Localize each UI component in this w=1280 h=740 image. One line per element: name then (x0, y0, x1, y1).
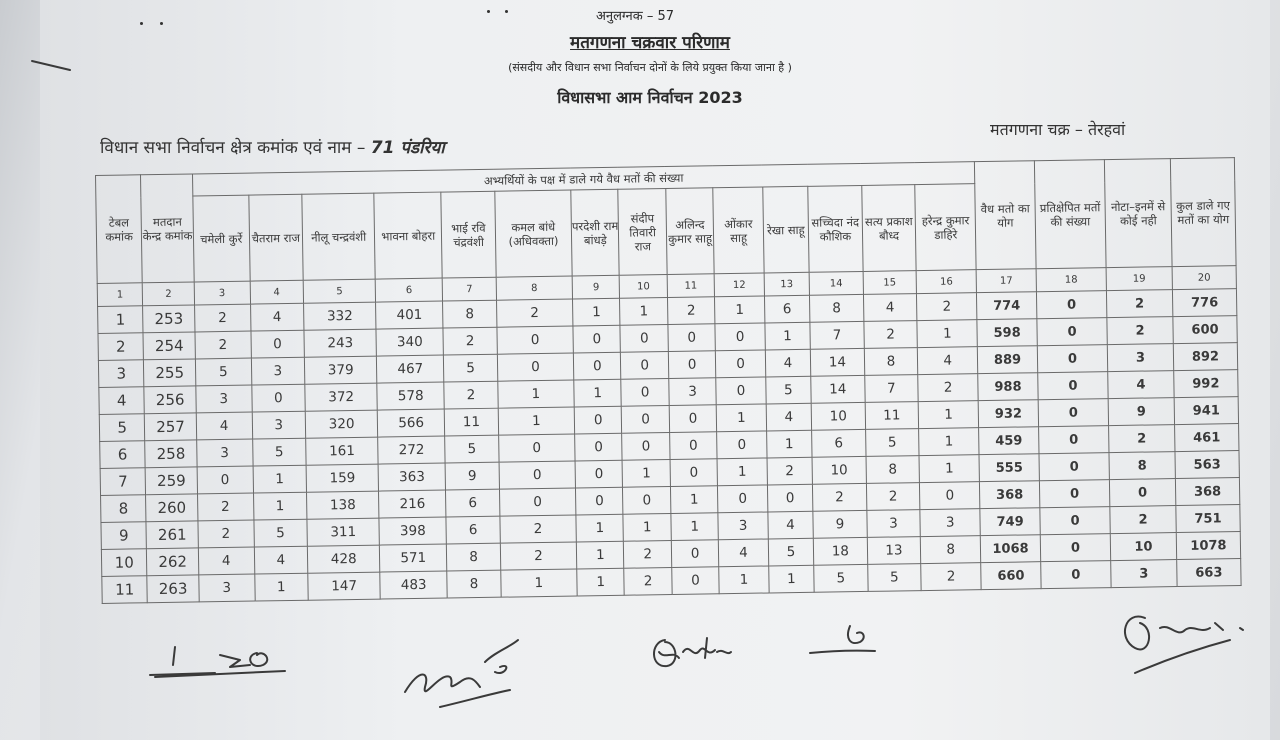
table-cell: 2 (194, 304, 250, 332)
table-cell: 216 (379, 490, 446, 518)
header-candidate-group: अभ्यर्थियों के पक्ष में डाले गये वैध मतों की संख्या (192, 162, 975, 196)
table-cell: 0 (251, 384, 305, 412)
table-cell: 0 (670, 459, 718, 487)
pen-mark (30, 55, 75, 75)
candidate-header: संदीप तिवारी राज (618, 189, 667, 276)
table-cell: 467 (377, 355, 444, 383)
column-number: 15 (863, 271, 917, 295)
table-cell: 2 (918, 374, 978, 402)
table-cell: 1 (765, 322, 811, 350)
table-cell: 0 (1109, 479, 1175, 507)
table-cell: 578 (377, 382, 444, 410)
candidate-header: हरेन्द्र कुमार डाहिरे (915, 184, 976, 271)
candidate-header: परदेशी राम बांधड़े (571, 189, 620, 276)
table-cell: 6 (446, 489, 500, 517)
table-cell: 0 (623, 487, 671, 515)
table-cell: 5 (195, 358, 251, 386)
table-cell: 0 (767, 484, 813, 512)
table-cell: 6 (446, 516, 500, 544)
table-cell: 5 (253, 519, 307, 547)
candidate-header: अलिन्द कुमार साहू (666, 188, 715, 275)
table-cell: 2 (624, 567, 672, 595)
table-cell: 253 (143, 305, 195, 333)
table-cell: 1 (918, 401, 978, 429)
header-polling-station: मतदान केन्द्र कमांक (141, 174, 194, 283)
table-cell: 0 (574, 406, 622, 434)
table-cell: 1 (623, 460, 671, 488)
table-cell: 260 (146, 494, 198, 522)
table-cell: 2 (813, 483, 867, 511)
table-cell: 563 (1175, 451, 1239, 479)
table-cell: 0 (575, 433, 623, 461)
table-cell: 263 (147, 575, 199, 603)
table-cell: 262 (147, 548, 199, 576)
table-cell: 0 (621, 379, 669, 407)
signature-3 (645, 630, 735, 675)
candidate-header: नीलू चन्द्रवंशी (302, 193, 375, 280)
table-cell: 379 (304, 356, 377, 384)
table-cell: 9 (813, 510, 867, 538)
table-cell: 243 (304, 329, 377, 357)
table-cell: 1 (768, 565, 814, 593)
table-cell: 1 (501, 569, 578, 597)
table-cell: 138 (307, 491, 380, 519)
signature-5 (1115, 598, 1255, 683)
table-cell: 9 (1108, 398, 1174, 426)
table-cell: 8 (443, 300, 497, 328)
table-cell: 1 (576, 541, 624, 569)
table-cell: 598 (977, 319, 1037, 347)
table-cell: 5 (768, 538, 814, 566)
column-number: 4 (250, 280, 304, 304)
table-cell: 0 (497, 326, 574, 354)
candidate-header: कमल बांधे (अधिवक्ता) (495, 190, 573, 277)
table-cell: 11 (102, 576, 148, 604)
table-cell: 0 (499, 461, 576, 489)
table-cell: 11 (444, 408, 498, 436)
table-cell: 774 (977, 292, 1037, 320)
table-cell: 2 (1110, 506, 1176, 534)
table-cell: 0 (1040, 534, 1110, 562)
table-cell: 363 (378, 463, 445, 491)
table-cell: 1 (576, 514, 624, 542)
table-cell: 0 (1038, 399, 1108, 427)
column-number: 5 (303, 279, 375, 303)
table-cell: 1 (498, 380, 575, 408)
table-cell: 11 (865, 402, 919, 430)
table-cell: 8 (864, 348, 918, 376)
table-cell: 0 (575, 460, 623, 488)
table-cell: 372 (305, 383, 378, 411)
table-cell: 0 (573, 352, 621, 380)
table-cell: 2 (500, 515, 577, 543)
table-cell: 256 (144, 386, 196, 414)
constituency-line (100, 135, 445, 158)
table-cell: 932 (978, 400, 1038, 428)
table-cell: 1 (715, 296, 765, 324)
table-cell: 4 (250, 303, 304, 331)
table-cell: 261 (146, 521, 198, 549)
table-cell: 0 (1039, 480, 1109, 508)
table-cell: 6 (764, 295, 810, 323)
column-number: 17 (976, 269, 1036, 293)
table-cell: 0 (621, 352, 669, 380)
table-cell: 1 (574, 379, 622, 407)
table-cell: 3 (251, 357, 305, 385)
ink-dot (487, 10, 490, 13)
table-cell: 0 (669, 432, 717, 460)
table-cell: 14 (811, 375, 865, 403)
table-cell: 159 (306, 464, 379, 492)
column-number: 9 (572, 275, 620, 299)
table-cell: 2 (866, 483, 920, 511)
table-cell: 13 (867, 537, 921, 565)
table-cell: 5 (865, 429, 919, 457)
table-cell: 0 (920, 482, 980, 510)
table-cell: 0 (498, 434, 575, 462)
counting-round: मतगणना चक्र – तेरहवां (990, 120, 1126, 139)
table-cell: 660 (981, 562, 1041, 590)
table-cell: 368 (980, 481, 1040, 509)
table-cell: 4 (254, 546, 308, 574)
constituency-label: विधान सभा निर्वाचन क्षेत्र कमांक एवं नाम – (100, 138, 366, 158)
table-cell: 7 (810, 321, 864, 349)
table-cell: 0 (716, 350, 766, 378)
table-cell: 461 (1175, 424, 1239, 452)
candidate-header: भावना बोहरा (374, 192, 442, 279)
candidate-header: सच्चिदा नंद कौशिक (808, 185, 863, 272)
table-cell: 0 (1041, 561, 1111, 589)
table-cell: 7 (864, 375, 918, 403)
signature-4 (805, 618, 885, 663)
table-cell: 258 (145, 440, 197, 468)
table-cell: 1 (253, 492, 307, 520)
election-name: विधासभा आम निर्वाचन 2023 (557, 88, 743, 107)
table-cell: 483 (380, 571, 447, 599)
table-cell: 555 (979, 454, 1039, 482)
ink-dot (505, 10, 508, 13)
table-cell: 1 (919, 455, 979, 483)
table-cell: 0 (668, 324, 716, 352)
document-title: मतगणना चक्रवार परिणाम (570, 33, 730, 53)
table-cell: 2 (917, 293, 977, 321)
column-number: 6 (375, 278, 442, 302)
table-cell: 10 (101, 549, 147, 577)
table-cell: 0 (671, 540, 719, 568)
candidate-header: भाई रवि चंद्रवंशी (441, 191, 496, 278)
table-cell: 566 (377, 409, 444, 437)
table-cell: 10 (1110, 533, 1176, 561)
table-cell: 0 (1040, 507, 1110, 535)
table-cell: 2 (98, 333, 144, 361)
table-cell: 892 (1173, 343, 1237, 371)
table-cell: 5 (766, 376, 812, 404)
table-cell: 751 (1176, 505, 1240, 533)
table-cell: 5 (445, 435, 499, 463)
table-cell: 0 (669, 405, 717, 433)
column-number: 8 (496, 276, 573, 300)
table-cell: 1078 (1176, 532, 1240, 560)
table-cell: 0 (499, 488, 576, 516)
table-cell: 8 (810, 294, 864, 322)
table-cell: 311 (307, 518, 380, 546)
table-cell: 147 (308, 572, 381, 600)
table-cell: 1 (716, 404, 766, 432)
table-cell: 3 (252, 411, 306, 439)
table-cell: 0 (718, 485, 768, 513)
table-cell: 368 (1175, 478, 1239, 506)
table-cell: 0 (197, 466, 253, 494)
column-number: 1 (97, 283, 143, 307)
table-cell: 5 (814, 564, 868, 592)
table-cell: 600 (1173, 316, 1237, 344)
column-number: 20 (1172, 266, 1236, 290)
table-cell: 2 (496, 299, 573, 327)
ink-dot (140, 22, 143, 25)
table-cell: 18 (813, 537, 867, 565)
table-cell: 776 (1172, 289, 1236, 317)
table-cell: 0 (622, 433, 670, 461)
table-cell: 8 (447, 543, 501, 571)
table-cell: 4 (196, 412, 252, 440)
table-cell: 255 (144, 359, 196, 387)
table-cell: 4 (1108, 371, 1174, 399)
table-cell: 5 (444, 354, 498, 382)
table-cell: 398 (379, 517, 446, 545)
table-cell: 1 (620, 298, 668, 326)
table-cell: 749 (980, 508, 1040, 536)
candidate-header: रेखा साहू (763, 186, 810, 273)
table-cell: 320 (305, 410, 378, 438)
table-cell: 332 (304, 302, 377, 330)
table-cell: 8 (921, 536, 981, 564)
table-cell: 663 (1177, 559, 1241, 587)
table-cell: 3 (920, 509, 980, 537)
results-table (95, 157, 1242, 604)
table-cell: 5 (99, 414, 145, 442)
table-cell: 2 (195, 331, 251, 359)
header-rejected-votes: प्रतिक्षेपित मतों की संख्या (1034, 160, 1106, 269)
header-valid-votes: वैध मतो का योग (975, 161, 1036, 270)
table-cell: 4 (766, 403, 812, 431)
table-cell: 988 (978, 373, 1038, 401)
table-cell: 2 (198, 520, 254, 548)
table-cell: 2 (624, 540, 672, 568)
table-cell: 1 (919, 428, 979, 456)
table-cell: 428 (307, 545, 380, 573)
table-cell: 2 (1106, 290, 1172, 318)
column-number: 7 (442, 277, 496, 301)
table-cell: 3 (718, 512, 768, 540)
table-cell: 161 (306, 437, 379, 465)
table-cell: 1 (253, 465, 307, 493)
candidate-header: ओंकार साहू (713, 187, 764, 274)
table-cell: 941 (1174, 397, 1238, 425)
column-number: 13 (764, 272, 810, 296)
table-cell: 3 (196, 385, 252, 413)
table-cell: 1 (254, 573, 308, 601)
table-cell: 14 (810, 348, 864, 376)
column-number: 12 (714, 273, 764, 297)
header-total-votes: कुल डाले गए मतों का योग (1170, 158, 1236, 267)
table-cell: 3 (98, 360, 144, 388)
table-cell: 0 (622, 406, 670, 434)
table-cell: 0 (672, 567, 720, 595)
column-number: 19 (1106, 267, 1172, 291)
table-cell: 1 (917, 320, 977, 348)
results-table-wrapper (95, 157, 1242, 620)
annexure-number: अनुलग्नक – 57 (595, 9, 675, 24)
column-number: 10 (620, 275, 668, 299)
table-cell: 4 (863, 294, 917, 322)
table-cell: 2 (921, 563, 981, 591)
table-cell: 0 (716, 377, 766, 405)
table-cell: 254 (143, 332, 195, 360)
table-cell: 1 (623, 513, 671, 541)
table-cell: 3 (669, 378, 717, 406)
table-cell: 2 (443, 327, 497, 355)
table-cell: 259 (145, 467, 197, 495)
table-cell: 0 (1039, 453, 1109, 481)
table-cell: 3 (1107, 344, 1173, 372)
table-cell: 2 (667, 297, 715, 325)
table-cell: 0 (717, 431, 767, 459)
table-cell: 2 (1109, 425, 1175, 453)
table-cell: 0 (576, 487, 624, 515)
table-cell: 2 (1107, 317, 1173, 345)
constituency-value: 71 पंडरिया (370, 138, 445, 158)
header-table-number: टेबल कमांक (96, 175, 143, 284)
table-cell: 3 (197, 439, 253, 467)
table-cell: 1 (98, 306, 144, 334)
candidate-header: चमेली कुर्रे (193, 195, 250, 282)
header-nota: नोटा–इनमें से कोई नही (1104, 159, 1172, 268)
document-subtitle: (संसदीय और विधान सभा निर्वाचन दोनों के लिये प्रयुक्त किया जाना है ) (508, 61, 792, 74)
table-cell: 0 (1037, 345, 1107, 373)
table-cell: 0 (715, 323, 765, 351)
table-cell: 0 (620, 325, 668, 353)
table-cell: 571 (380, 544, 447, 572)
table-cell: 889 (977, 346, 1037, 374)
candidate-header: सत्य प्रकाश बौध्द (861, 185, 916, 272)
table-cell: 3 (199, 574, 255, 602)
signature-2 (400, 632, 530, 712)
signature-1 (145, 635, 295, 690)
table-cell: 0 (1037, 318, 1107, 346)
table-cell: 272 (378, 436, 445, 464)
table-cell: 2 (444, 381, 498, 409)
table-cell: 459 (979, 427, 1039, 455)
table-cell: 1 (577, 568, 625, 596)
results-table-body (97, 266, 1241, 604)
table-cell: 1 (766, 430, 812, 458)
table-cell: 10 (811, 402, 865, 430)
table-cell: 1 (719, 566, 769, 594)
table-cell: 340 (376, 328, 443, 356)
table-cell: 1068 (980, 535, 1040, 563)
table-cell: 0 (250, 330, 304, 358)
table-cell: 4 (99, 387, 145, 415)
table-cell: 4 (719, 539, 769, 567)
column-number: 2 (143, 282, 195, 306)
table-cell: 2 (197, 493, 253, 521)
table-cell: 1 (498, 407, 575, 435)
table-cell: 10 (812, 456, 866, 484)
table-cell: 1 (670, 486, 718, 514)
column-number: 16 (916, 270, 976, 294)
table-cell: 6 (812, 429, 866, 457)
table-cell: 2 (864, 321, 918, 349)
table-cell: 3 (867, 510, 921, 538)
table-cell: 3 (1111, 560, 1177, 588)
table-cell: 8 (447, 570, 501, 598)
table-cell: 0 (573, 325, 621, 353)
column-number: 14 (809, 271, 863, 295)
table-cell: 257 (145, 413, 197, 441)
table-cell: 4 (765, 349, 811, 377)
column-number: 11 (667, 274, 715, 298)
column-number: 18 (1036, 268, 1106, 292)
table-cell: 7 (100, 468, 146, 496)
table-cell: 992 (1174, 370, 1238, 398)
candidate-header: चैतराम राज (248, 194, 303, 281)
column-number: 3 (194, 281, 250, 305)
table-cell: 0 (1039, 426, 1109, 454)
table-cell: 5 (867, 564, 921, 592)
table-cell: 4 (918, 347, 978, 375)
table-cell: 0 (1036, 291, 1106, 319)
table-cell: 2 (767, 457, 813, 485)
table-cell: 8 (101, 495, 147, 523)
ink-dot (160, 22, 163, 25)
table-cell: 4 (768, 511, 814, 539)
table-cell: 8 (866, 456, 920, 484)
table-cell: 9 (445, 462, 499, 490)
table-cell: 5 (252, 438, 306, 466)
table-cell: 8 (1109, 452, 1175, 480)
table-cell: 1 (717, 458, 767, 486)
table-cell: 9 (101, 522, 147, 550)
table-cell: 1 (671, 513, 719, 541)
table-cell: 0 (1038, 372, 1108, 400)
table-cell: 4 (198, 547, 254, 575)
table-cell: 401 (376, 301, 443, 329)
table-cell: 2 (500, 542, 577, 570)
table-cell: 0 (497, 353, 574, 381)
table-cell: 0 (668, 351, 716, 379)
table-cell: 6 (100, 441, 146, 469)
table-cell: 1 (573, 298, 621, 326)
